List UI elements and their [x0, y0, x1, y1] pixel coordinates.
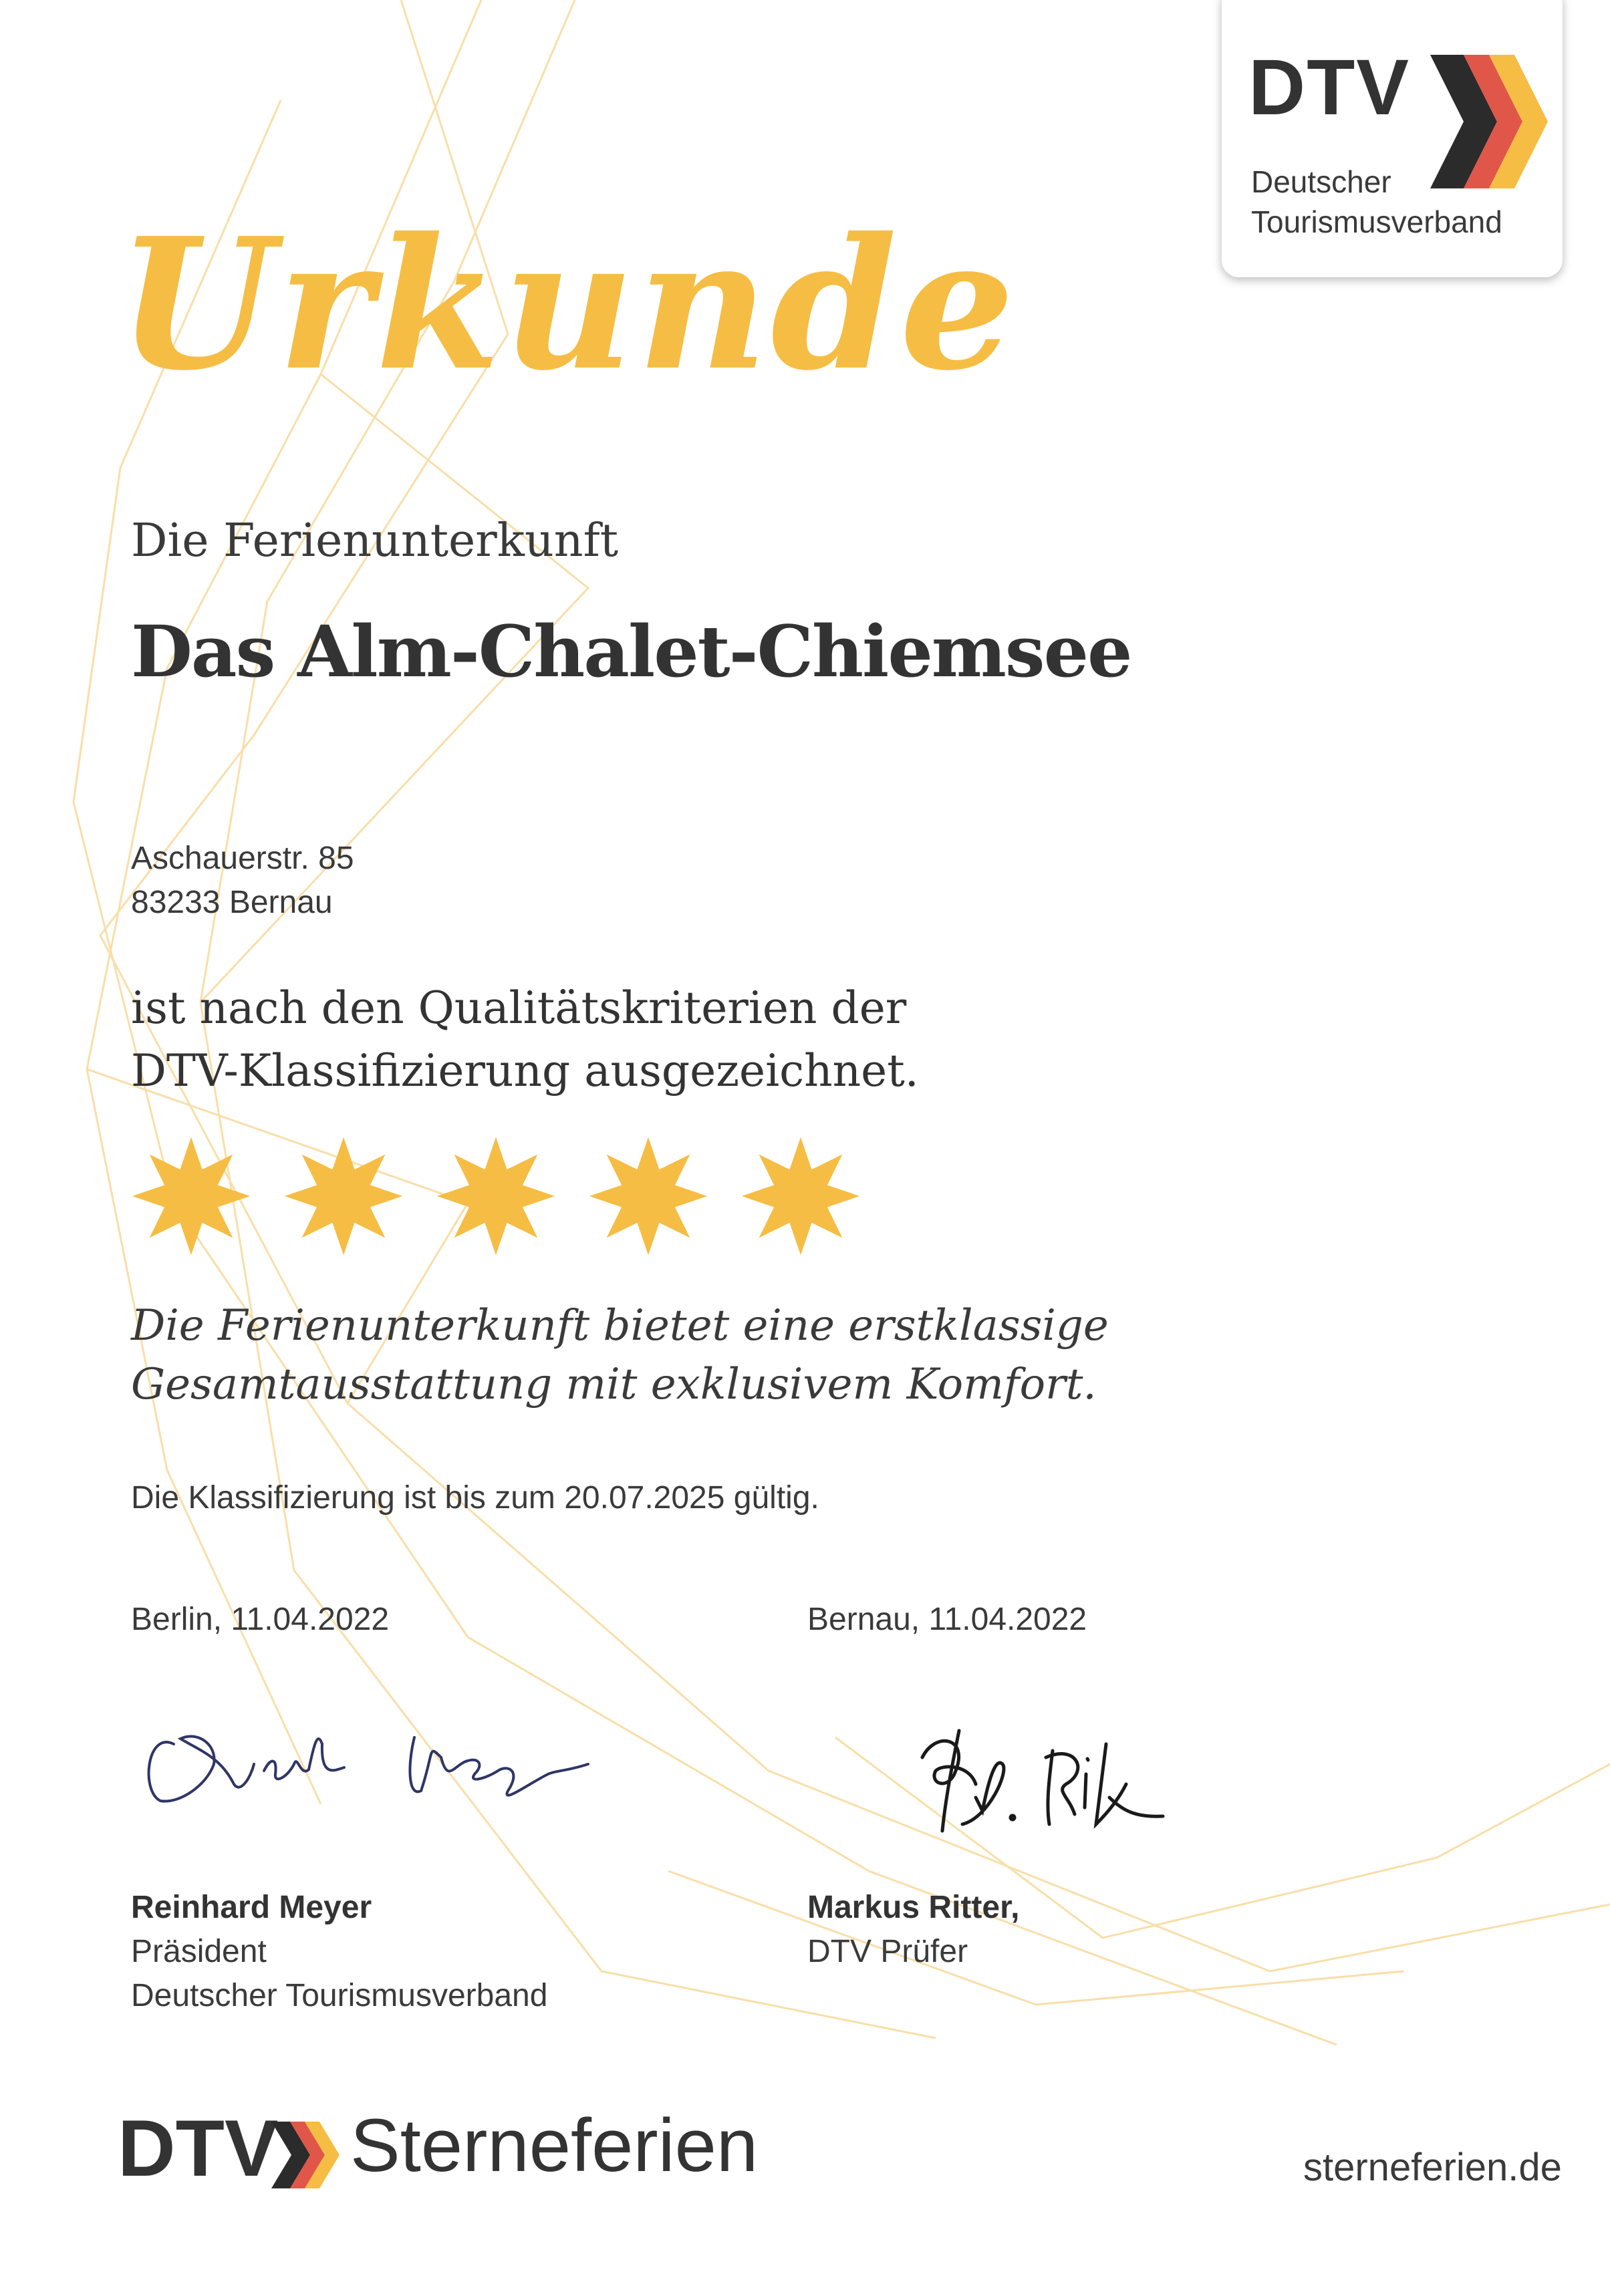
signer-left	[131, 1886, 547, 2018]
signature-markus-ritter	[896, 1717, 1176, 1851]
signer-right-name: Markus Ritter,	[807, 1890, 1020, 1925]
star-icon	[741, 1136, 861, 1256]
signer-left-name: Reinhard Meyer	[131, 1890, 372, 1925]
signer-right	[807, 1886, 1019, 1974]
certificate-title: Urkunde	[118, 198, 1017, 410]
description-line1: Die Ferienunterkunft bietet eine erstklassige	[131, 1301, 1109, 1350]
address-street: Aschauerstr. 85	[131, 841, 354, 876]
logo-subtitle	[1251, 162, 1502, 242]
footer-brand-abbr: DTV	[118, 2104, 278, 2193]
star-icon	[283, 1136, 404, 1256]
logo-line1: Deutscher	[1251, 164, 1391, 199]
criteria-text	[131, 977, 919, 1103]
chevron-brand-icon	[271, 2122, 345, 2188]
validity-text: Die Klassifizierung ist bis zum 20.07.2025 gültig.	[131, 1480, 819, 1516]
address	[131, 837, 354, 925]
dtv-logo-box	[1222, 0, 1563, 277]
logo-abbr: DTV	[1248, 43, 1410, 132]
description	[131, 1296, 1109, 1414]
star-icon	[436, 1136, 556, 1256]
star-icon	[131, 1136, 251, 1256]
signature-reinhard-meyer	[134, 1691, 601, 1811]
description-line2: Gesamtausstattung mit exklusivem Komfort.	[131, 1360, 1097, 1409]
property-name: Das Alm-Chalet-Chiemsee	[131, 609, 1131, 693]
criteria-line1: ist nach den Qualitätskriterien der	[131, 982, 907, 1034]
signer-left-org: Deutscher Tourismusverband	[131, 1978, 548, 2013]
star-rating	[131, 1136, 866, 1270]
signer-left-role: Präsident	[131, 1934, 267, 1969]
star-icon	[588, 1136, 708, 1256]
place-date-left: Berlin, 11.04.2022	[131, 1602, 390, 1637]
footer-brand-name: Sterneferien	[350, 2104, 759, 2187]
criteria-line2: DTV-Klassifizierung ausgezeichnet.	[131, 1045, 919, 1097]
website-link[interactable]: sterneferien.de	[1303, 2146, 1562, 2189]
logo-line2: Tourismusverband	[1251, 204, 1502, 239]
signer-right-role: DTV Prüfer	[807, 1934, 968, 1969]
address-city: 83233 Bernau	[131, 885, 333, 920]
place-date-right: Bernau, 11.04.2022	[807, 1602, 1087, 1637]
lead-text: Die Ferienunterkunft	[131, 515, 619, 567]
